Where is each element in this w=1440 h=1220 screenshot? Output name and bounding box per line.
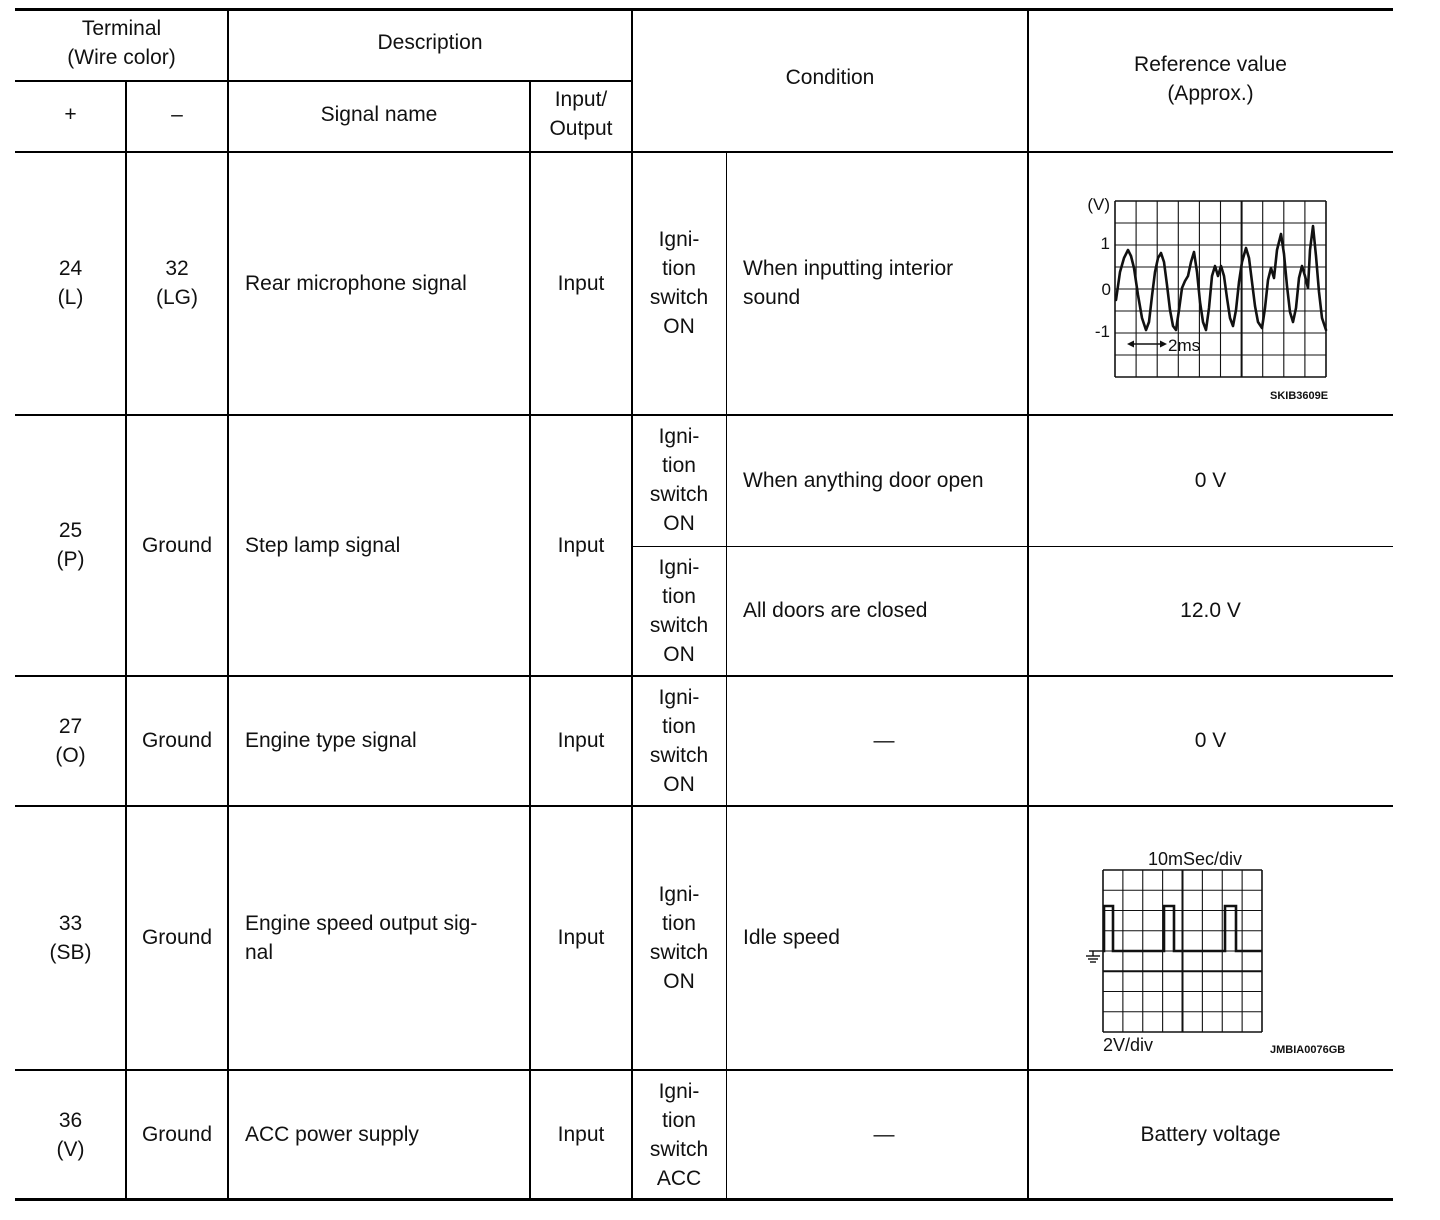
condition-detail: Idle speed: [743, 926, 840, 949]
input-output: Input: [557, 1123, 605, 1146]
terminal-minus: Ground: [141, 729, 213, 752]
signal-name: Rear microphone signal: [245, 271, 467, 295]
condition-detail: When anything door open: [743, 468, 984, 492]
condition-detail: —: [873, 729, 895, 752]
terminal-minus: 32 (LG): [156, 257, 198, 309]
input-output: Input: [557, 729, 605, 752]
terminal-minus: Ground: [141, 1123, 213, 1146]
ignition-switch-condition: Igni- tion switch ON: [649, 555, 709, 666]
terminal-plus: 33 (SB): [49, 911, 92, 964]
reference-value: 0 V: [1194, 729, 1227, 752]
signal-name: Step lamp signal: [245, 533, 401, 557]
reference-value: 0 V: [1194, 468, 1227, 492]
y-tick-label: 1: [1100, 234, 1110, 253]
time-scale-label: 10mSec/div: [1148, 849, 1243, 869]
terminal-plus: 24 (L): [57, 257, 84, 309]
ignition-switch-condition: Igni- tion switch ON: [649, 425, 709, 535]
header-reference-value: Reference value (Approx.): [1134, 52, 1287, 105]
y-tick-label: 0: [1101, 280, 1111, 299]
input-output: Input: [557, 533, 605, 557]
ignition-switch-condition: Igni- tion switch ACC: [649, 1079, 709, 1190]
condition-detail: All doors are closed: [743, 599, 928, 622]
signal-name: ACC power supply: [245, 1123, 419, 1146]
input-output: Input: [557, 926, 605, 949]
y-tick-label: -1: [1094, 322, 1110, 341]
header-description: Description: [377, 30, 483, 54]
terminal-plus: 27 (O): [55, 714, 86, 767]
header-signal-name: Signal name: [320, 102, 438, 126]
oscilloscope-figure-microphone: [1028, 152, 1393, 415]
ignition-switch-condition: Igni- tion switch ON: [649, 228, 709, 338]
signal-name: Engine type signal: [245, 729, 417, 752]
condition-detail: When inputting interior sound: [743, 257, 954, 309]
terminal-minus: Ground: [141, 926, 213, 949]
reference-value: Battery voltage: [1140, 1123, 1281, 1146]
oscilloscope-figure-engine-speed: [1028, 806, 1393, 1070]
ignition-switch-condition: Igni- tion switch ON: [649, 882, 709, 993]
oscilloscope-grid: [1115, 201, 1326, 377]
reference-value: 12.0 V: [1180, 599, 1241, 622]
volt-scale-label: 2V/div: [1103, 1035, 1154, 1055]
y-unit-label: (V): [1087, 195, 1110, 214]
rule-bottom: [15, 1198, 1393, 1201]
time-scale-arrow: [1127, 341, 1167, 348]
time-scale-label: 2ms: [1168, 336, 1201, 355]
signal-name: Engine speed output sig- nal: [245, 911, 478, 964]
ground-icon: [1086, 951, 1103, 962]
header-plus: +: [64, 102, 77, 126]
condition-detail: —: [873, 1123, 895, 1146]
terminal-plus: 25 (P): [56, 519, 85, 571]
ignition-switch-condition: Igni- tion switch ON: [649, 685, 709, 796]
terminal-minus: Ground: [141, 533, 213, 557]
input-output: Input: [557, 271, 605, 295]
figure-code: SKIB3609E: [1270, 390, 1329, 402]
header-terminal: Terminal (Wire color): [67, 16, 176, 69]
header-condition: Condition: [785, 66, 875, 89]
terminal-plus: 36 (V): [56, 1108, 85, 1161]
figure-code: JMBIA0076GB: [1270, 1044, 1346, 1056]
header-minus: –: [171, 102, 183, 126]
header-input-output: Input/ Output: [549, 88, 613, 140]
